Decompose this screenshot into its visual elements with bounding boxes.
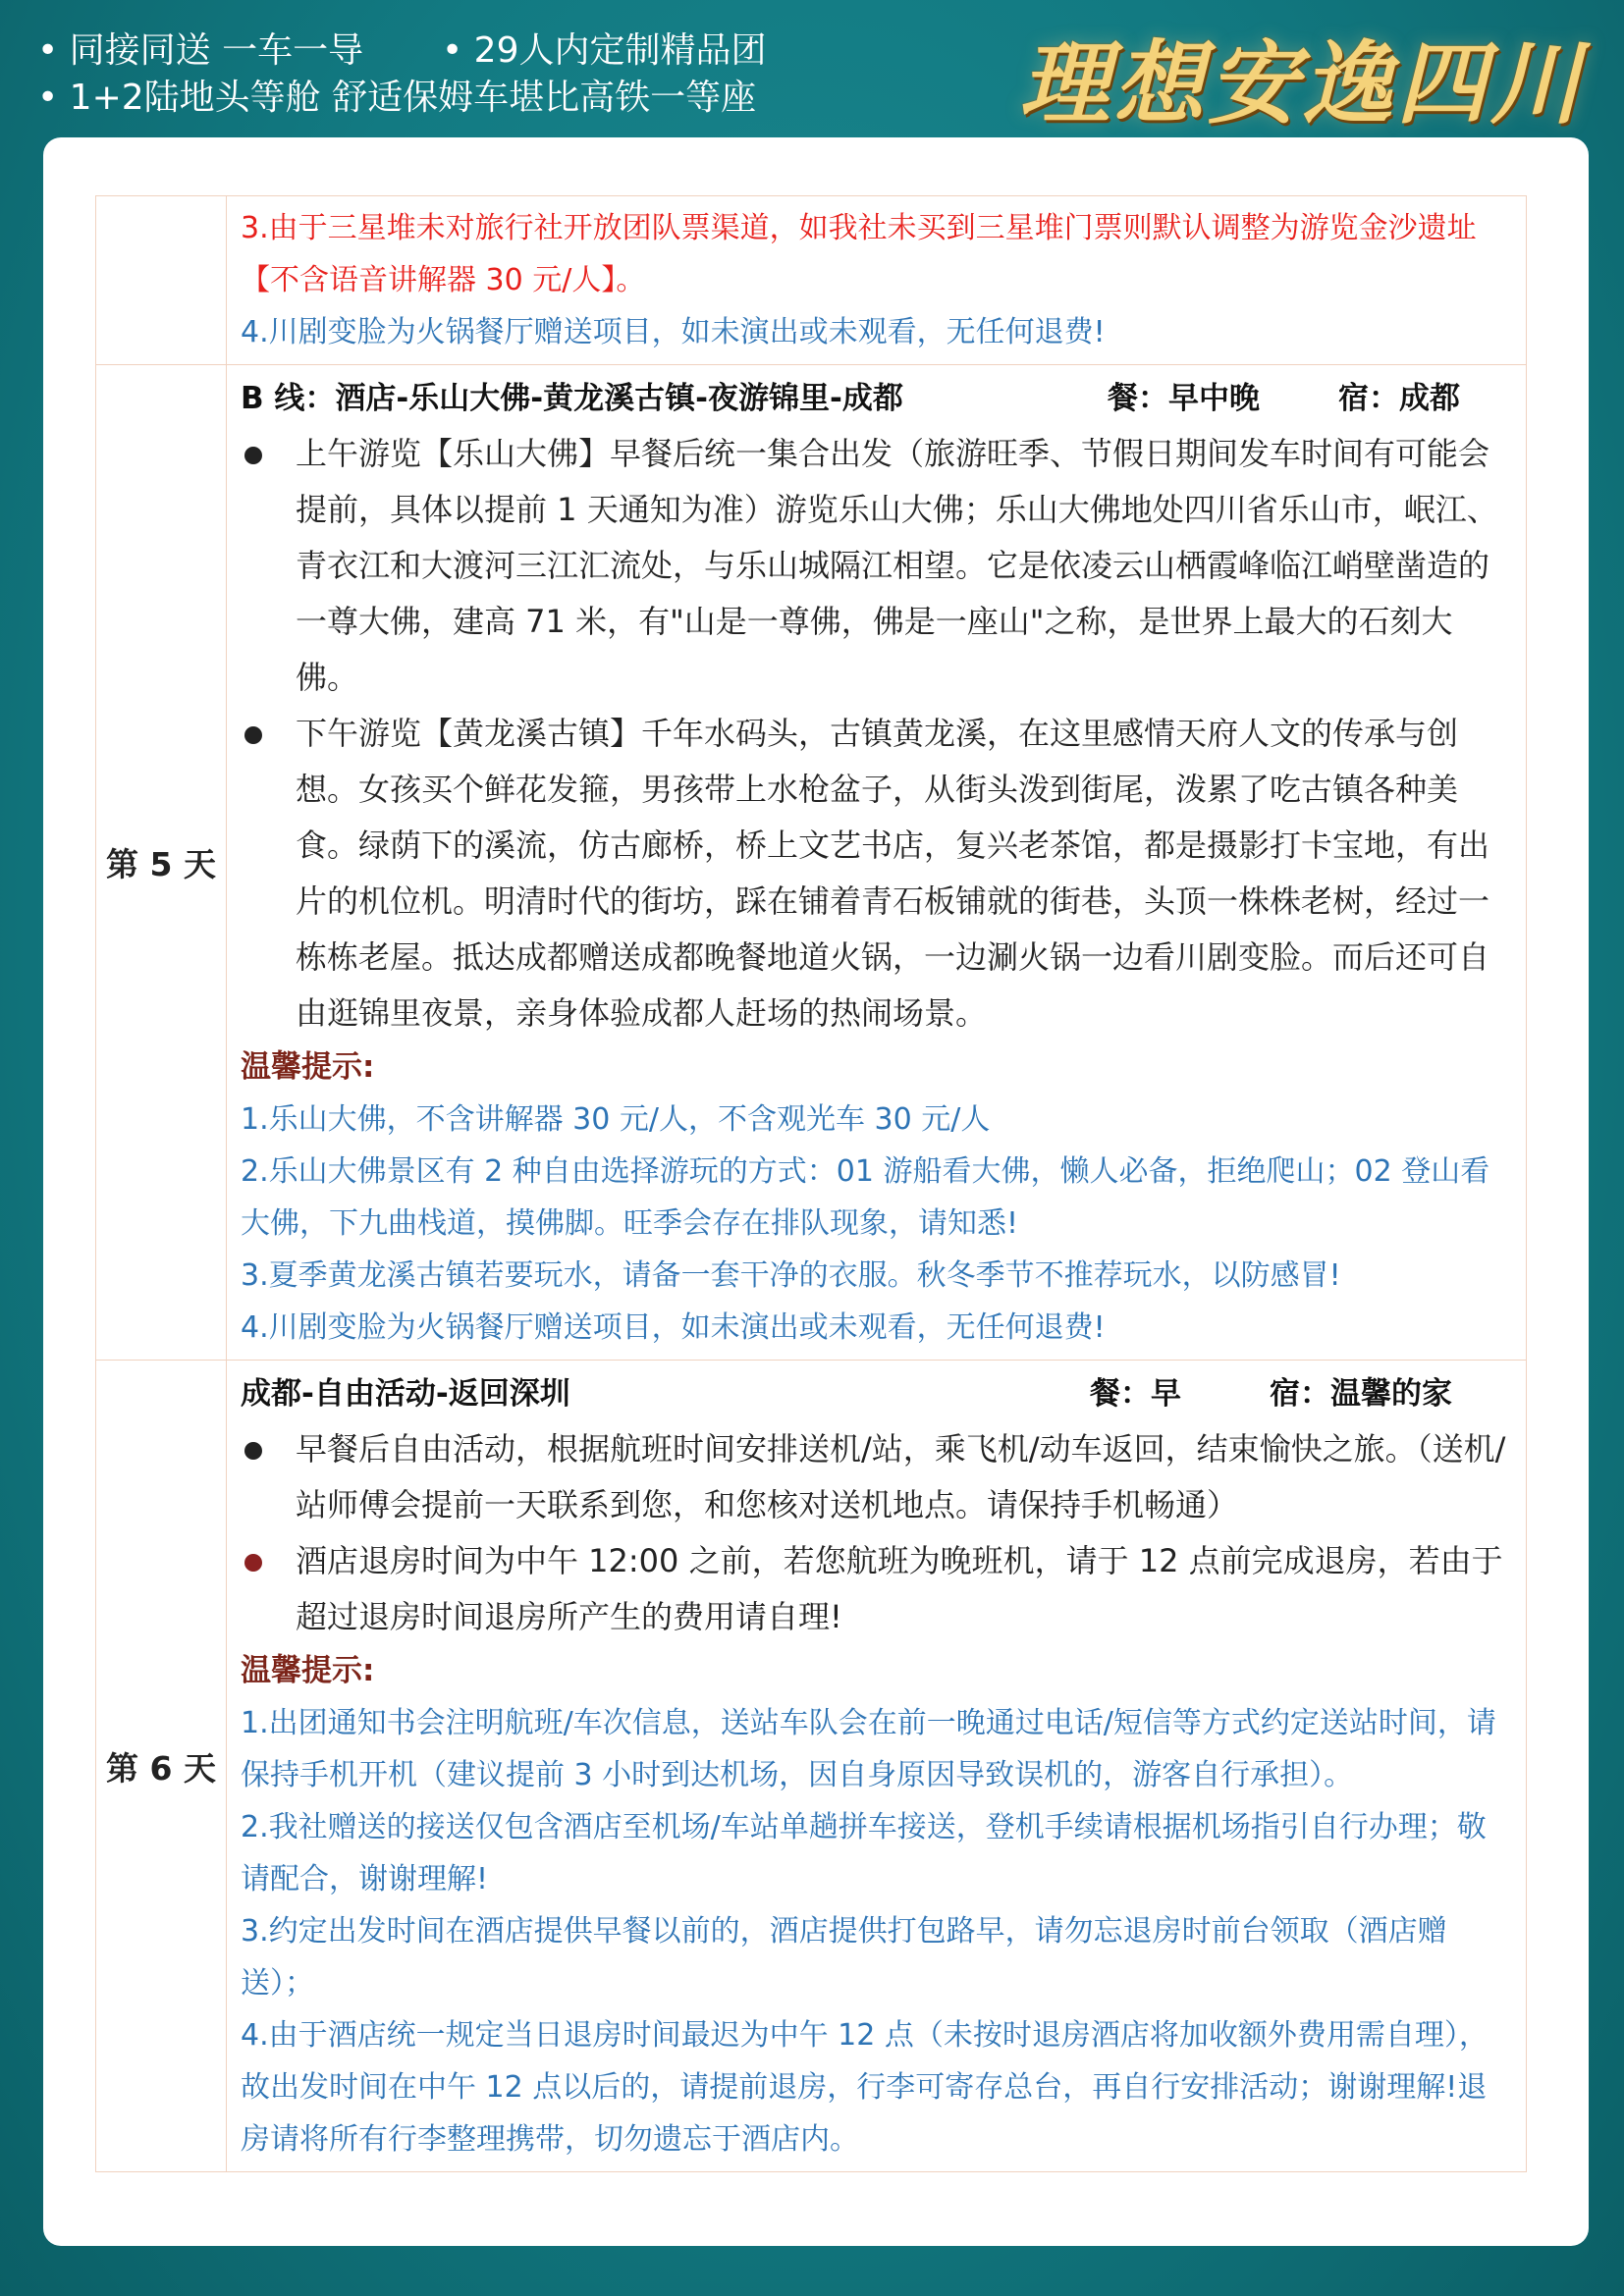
feature-vehicle: • 1+2陆地头等舱 舒适保姆车堪比高铁一等座 bbox=[37, 78, 757, 118]
day6-route: 成都-自由活动-返回深圳 bbox=[241, 1376, 570, 1412]
day5-tip-3: 3.夏季黄龙溪古镇若要玩水，请备一套干净的衣服。秋冬季节不推荐玩水，以防感冒! bbox=[241, 1258, 1341, 1293]
prev-notes bbox=[227, 196, 1527, 365]
list-item bbox=[241, 426, 1512, 706]
day6-tip-1: 1.出团通知书会注明航班/车次信息，送站车队会在前一晚通过电话/短信等方式约定送站时间，请保持手机开机（建议提前 3 小时到达机场，因自身原因导致误机的，游客自行承担）。 bbox=[241, 1706, 1496, 1792]
list-item bbox=[241, 1421, 1512, 1533]
day5-tip-4: 4.川剧变脸为火锅餐厅赠送项目，如未演出或未观看，无任何退费! bbox=[241, 1310, 1106, 1345]
itinerary-card bbox=[43, 137, 1589, 2246]
day5-route: B 线：酒店-乐山大佛-黄龙溪古镇-夜游锦里-成都 bbox=[241, 381, 903, 416]
day5-stay: 宿：成都 bbox=[1338, 381, 1460, 416]
feature-pickup: • 同接同送 一车一导 bbox=[37, 30, 364, 71]
day6-tip-3: 3.约定出发时间在酒店提供早餐以前的，酒店提供打包路早，请勿忘退房时前台领取（酒店赠送）； bbox=[241, 1914, 1447, 2001]
day5-meal: 餐：早中晚 bbox=[1108, 381, 1260, 416]
bullet-dot-icon bbox=[244, 447, 262, 464]
day6-tips-title: 温馨提示: bbox=[241, 1653, 375, 1688]
day5-tip-1: 1.乐山大佛，不含讲解器 30 元/人，不含观光车 30 元/人 bbox=[241, 1102, 991, 1137]
bullet-dot-icon bbox=[244, 726, 262, 744]
day6-stay: 宿：温馨的家 bbox=[1270, 1376, 1452, 1412]
day5-content bbox=[227, 365, 1527, 1361]
day-label-5: 第 5 天 bbox=[96, 365, 227, 1361]
day-cell-empty bbox=[96, 196, 227, 365]
bullet-dot-icon bbox=[244, 1554, 262, 1572]
day6-tip-2: 2.我社赠送的接送仅包含酒店至机场/车站单趟拼车接送，登机手续请根据机场指引自行办理；敬请配合，谢谢理解! bbox=[241, 1810, 1487, 1896]
feature-group-size: • 29人内定制精品团 bbox=[442, 30, 767, 71]
day5-tips-title: 温馨提示: bbox=[241, 1049, 375, 1085]
day5-item-1: 上午游览【乐山大佛】早餐后统一集合出发（旅游旺季、节假日期间发车时间有可能会提前，具体以提前 1 天通知为准）游览乐山大佛；乐山大佛地处四川省乐山市，岷江、青衣江和大渡河三江汇流处，与乐山城隔江相望。它是依凌云山栖霞峰临江峭壁凿造的一尊大佛，建高 71 米，有"山是一尊佛，佛是一座山"之称，是世界上最大的石刻大佛。 bbox=[296, 435, 1498, 696]
bullet-dot-icon bbox=[244, 1442, 262, 1460]
table-row-day5 bbox=[96, 365, 1527, 1361]
day5-item-2: 下午游览【黄龙溪古镇】千年水码头，古镇黄龙溪，在这里感情天府人文的传承与创想。女孩买个鲜花发箍，男孩带上水枪盆子，从街头泼到街尾，泼累了吃古镇各种美食。绿荫下的溪流，仿古廊桥，桥上文艺书店，复兴老茶馆，都是摄影打卡宝地，有出片的机位机。明清时代的街坊，踩在铺着青石板铺就的街巷，头顶一株株老树，经过一栋栋老屋。抵达成都赠送成都晚餐地道火锅，一边涮火锅一边看川剧变脸。而后还可自由逛锦里夜景，亲身体验成都人赶场的热闹场景。 bbox=[296, 715, 1490, 1032]
list-item bbox=[241, 706, 1512, 1041]
table-row-day6 bbox=[96, 1361, 1527, 2172]
brand-title: 理想安逸四川 bbox=[1018, 30, 1585, 136]
page-header bbox=[0, 0, 1624, 137]
day5-route-line bbox=[241, 371, 1512, 426]
day6-item-1: 早餐后自由活动，根据航班时间安排送机/站，乘飞机/动车返回，结束愉快之旅。（送机/站师傅会提前一天联系到您，和您核对送机地点。请保持手机畅通） bbox=[296, 1430, 1506, 1523]
day6-tip-4: 4.由于酒店统一规定当日退房时间最迟为中午 12 点（未按时退房酒店将加收额外费用需自理），故出发时间在中午 12 点以后的，请提前退房，行李可寄存总台，再自行安排活动；谢谢理解!退房请将所有行李整理携带，切勿遗忘于酒店内。 bbox=[241, 2018, 1489, 2157]
day6-route-line bbox=[241, 1366, 1512, 1421]
note-sanxingdui: 3.由于三星堆未对旅行社开放团队票渠道，如我社未买到三星堆门票则默认调整为游览金沙遗址【不含语音讲解器 30 元/人】。 bbox=[241, 211, 1477, 297]
day-label-6: 第 6 天 bbox=[96, 1361, 227, 2172]
table-row-prev bbox=[96, 196, 1527, 365]
day5-tip-2: 2.乐山大佛景区有 2 种自由选择游玩的方式：01 游船看大佛，懒人必备，拒绝爬山；02 登山看大佛，下九曲栈道，摸佛脚。旺季会存在排队现象，请知悉! bbox=[241, 1154, 1490, 1241]
day6-meal: 餐：早 bbox=[1090, 1376, 1181, 1412]
note-face-changing: 4.川剧变脸为火锅餐厅赠送项目，如未演出或未观看，无任何退费! bbox=[241, 315, 1106, 349]
day6-item-2: 酒店退房时间为中午 12:00 之前，若您航班为晚班机，请于 12 点前完成退房，若由于超过退房时间退房所产生的费用请自理! bbox=[296, 1542, 1503, 1635]
itinerary-table bbox=[95, 195, 1527, 2172]
day6-content bbox=[227, 1361, 1527, 2172]
list-item bbox=[241, 1533, 1512, 1645]
